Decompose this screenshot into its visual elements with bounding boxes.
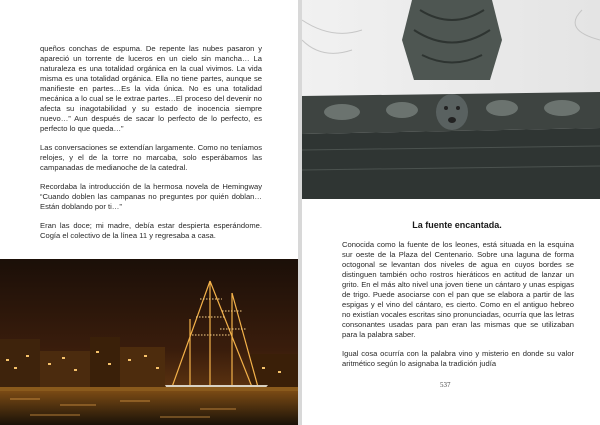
right-paragraph-2: Igual cosa ocurría con la palabra vino y misterio en donde su valor aritmético según lo asignaba la tradición judía (342, 349, 574, 368)
left-paragraph-4: Eran las doce; mi madre, debía estar despierta esperándome. Cogía el colectivo de la línea 11 y regresaba a casa. (40, 221, 262, 240)
right-paragraph-1: Conocida como la fuente de los leones, está situada en la esquina sur oeste de la Plaza del Centenario. Sobre una laguna de forma octogonal se levantan dos niveles de agua en cuyos bordes se distinguen también ocho rostros hieráticos en actitud de lanzar un grito. En el más alto nivel una joven tiene un cántaro y unas espigas de trigo. Puede asociarse con el pan que se elabora a partir de las espigas y el vino del cántaro, es cierto. Como en el antiguo hebreo no existían vocales escritas sino pronunciadas, ocurría que las letras consonantes usadas para pan eran las mismas que se utilizaban para la palabra saber. (342, 240, 574, 339)
page-number: 537 (440, 381, 451, 389)
left-page (0, 0, 298, 425)
left-paragraph-2: Las conversaciones se extendían largamente. Como no teníamos relojes, y el de la torre no marcaba, solo esperábamos las campanadas de medianoche de la catedral. (40, 143, 262, 172)
harbor-night-photo (0, 259, 298, 425)
right-text-block (342, 240, 574, 378)
left-paragraph-1: queños conchas de espuma. De repente las nubes pasaron y apareció un torrente de luceros en un cielo sin mancha… La naturaleza es una totalidad orgánica en la cual vivimos. La vida misma es una totalidad orgánica. Ella no tiene partes, aunque se manifieste en partes…Es la vida única. No es una totalidad mecánica a lo cual se le extrae partes…El proceso del devenir no afecta su inagotabilidad y su estado de inocencia siempre nuevo…” Aun después de sacar lo perfecto de lo perfecto, es perfecto lo que queda…” (40, 44, 262, 133)
fountain-sculpture-photo (302, 0, 600, 199)
left-text-block (40, 44, 262, 250)
section-title: La fuente encantada. (412, 220, 502, 230)
left-paragraph-3: Recordaba la introducción de la hermosa novela de Hemingway “Cuando doblen las campanas no preguntes por quién doblan…Están doblando por ti…” (40, 182, 262, 211)
